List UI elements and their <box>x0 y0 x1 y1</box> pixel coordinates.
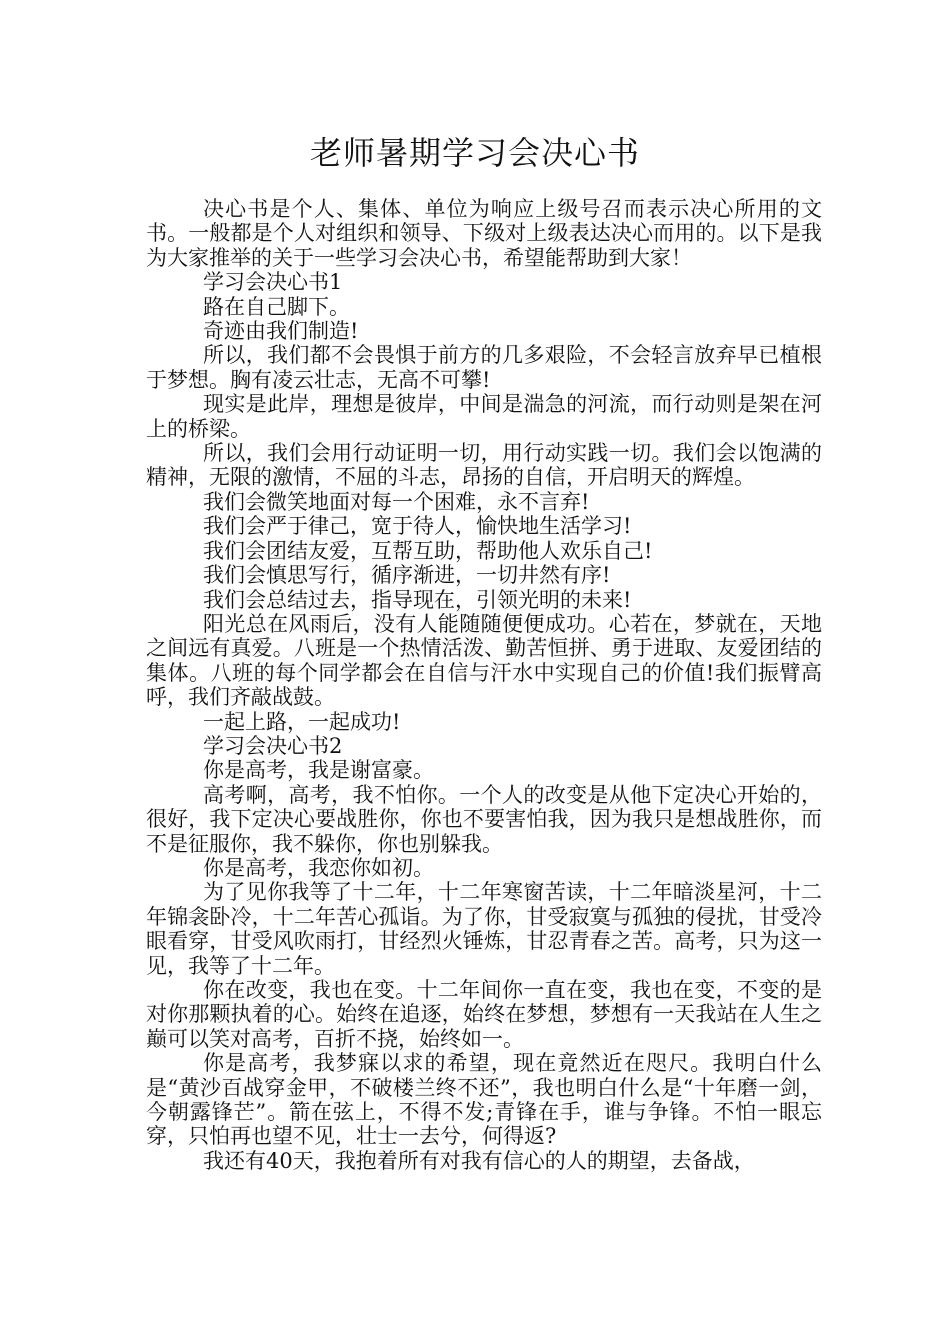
paragraph: 我们会微笑地面对每一个困难，永不言弃! <box>203 489 590 514</box>
paragraph: 我们会总结过去，指导现在，引领光明的未来! <box>203 587 632 612</box>
paragraph: 决心书是个人、集体、单位为响应上级号召而表示决心所用的文书。一般都是个人对组织和领导、下级对上级表达决心而用的。以下是我为大家推举的关于一些学习会决心书，希望能帮助到大家！ <box>146 197 822 270</box>
paragraph: 我们会团结友爱，互帮互助，帮助他人欢乐自己! <box>203 538 653 563</box>
paragraph: 所以，我们会用行动证明一切，用行动实践一切。我们会以饱满的精神，无限的激情，不屈的斗志，昂扬的自信，开启明天的辉煌。 <box>146 441 822 490</box>
document-body <box>146 197 822 1173</box>
paragraph: 现实是此岸，理想是彼岸，中间是湍急的河流，而行动则是架在河上的桥梁。 <box>146 392 822 441</box>
section-heading: 学习会决心书1 <box>203 270 343 295</box>
paragraph: 我们会严于律己，宽于待人，愉快地生活学习! <box>203 514 632 539</box>
paragraph: 路在自己脚下。 <box>203 294 350 319</box>
paragraph: 奇迹由我们制造! <box>203 319 359 344</box>
paragraph: 你是高考，我恋你如初。 <box>203 855 434 880</box>
paragraph: 所以，我们都不会畏惧于前方的几多艰险，不会轻言放弃早已植根于梦想。胸有凌云壮志，无高不可攀! <box>146 343 822 392</box>
document-title: 老师暑期学习会决心书 <box>309 134 640 172</box>
paragraph: 一起上路，一起成功! <box>203 709 401 734</box>
paragraph: 为了见你我等了十二年，十二年寒窗苦读，十二年暗淡星河，十二年锦衾卧冷，十二年苦心孤诣。为了你，甘受寂寞与孤独的侵扰，甘受冷眼看穿，甘受风吹雨打，甘经烈火锤炼，甘忍青春之苦。高考，只为这一见，我等了十二年。 <box>146 880 822 978</box>
section-heading: 学习会决心书2 <box>203 733 343 758</box>
paragraph: 你是高考，我是谢富豪。 <box>203 758 434 783</box>
paragraph: 你在改变，我也在变。十二年间你一直在变，我也在变，不变的是对你那颗执着的心。始终在追逐，始终在梦想，梦想有一天我站在人生之巅可以笑对高考，百折不挠，始终如一。 <box>146 978 822 1051</box>
paragraph: 阳光总在风雨后，没有人能随随便便成功。心若在，梦就在，天地之间远有真爱。八班是一个热情活泼、勤苦恒拼、勇于进取、友爱团结的集体。八班的每个同学都会在自信与汗水中实现自己的价值!我们振臂高呼，我们齐敲战鼓。 <box>146 611 822 710</box>
paragraph: 你是高考，我梦寐以求的希望，现在竟然近在咫尺。我明白什么是“黄沙百战穿金甲，不破楼兰终不还”，我也明白什么是“十年磨一剑，今朝露锋芒”。箭在弦上，不得不发;青锋在手，谁与争锋。不怕一眼忘穿，只怕再也望不见，壮士一去兮，何得返? <box>146 1051 822 1149</box>
paragraph: 我们会慎思写行，循序渐进，一切井然有序! <box>203 563 611 588</box>
paragraph: 高考啊，高考，我不怕你。一个人的改变是从他下定决心开始的，很好，我下定决心要战胜你，你也不要害怕我，因为我只是想战胜你，而不是征服你，我不躲你，你也别躲我。 <box>146 782 822 856</box>
paragraph: 我还有40天，我抱着所有对我有信心的人的期望，去备战， <box>203 1148 755 1173</box>
